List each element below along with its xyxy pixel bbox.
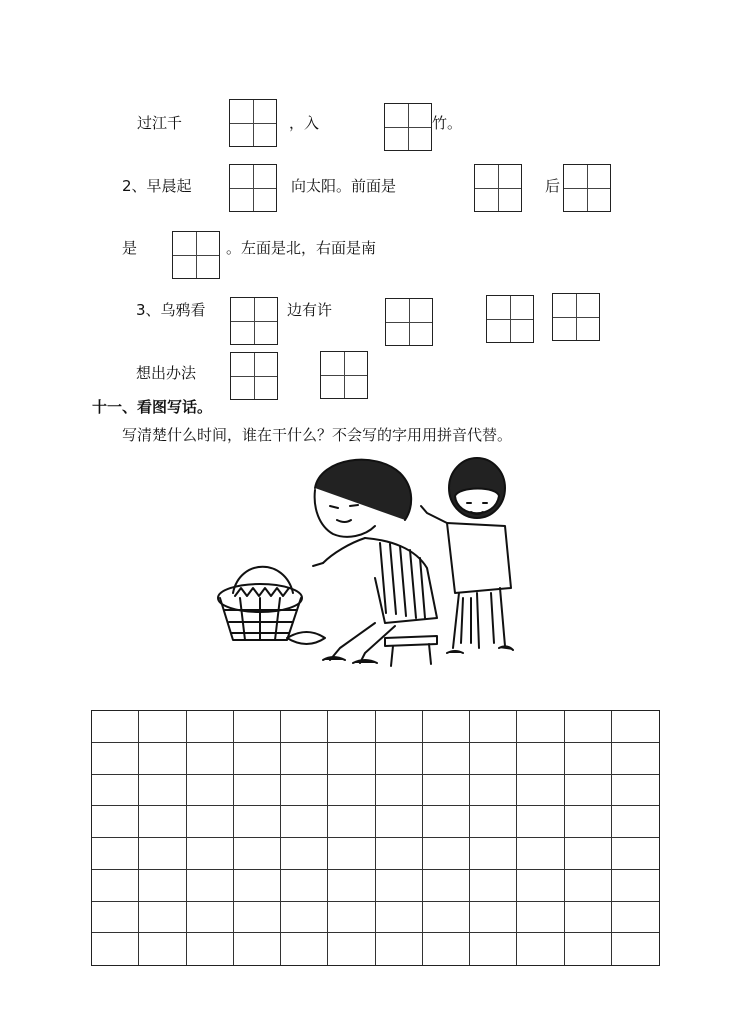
grid-cell[interactable] <box>92 902 139 934</box>
grid-cell[interactable] <box>139 902 186 934</box>
line1-text-b: ，入 <box>289 114 320 132</box>
grid-cell[interactable] <box>565 711 612 743</box>
grid-cell[interactable] <box>281 711 328 743</box>
grid-cell[interactable] <box>470 870 517 902</box>
writing-grid[interactable] <box>91 710 660 966</box>
grid-cell[interactable] <box>139 743 186 775</box>
grid-cell[interactable] <box>234 902 281 934</box>
grid-cell[interactable] <box>328 743 375 775</box>
line3-text-b: 左面是北，右面是南。 <box>226 239 377 257</box>
answer-box-5[interactable] <box>563 164 611 212</box>
grid-cell[interactable] <box>376 806 423 838</box>
grid-cell[interactable] <box>517 806 564 838</box>
line1-text-c: 竹。 <box>432 114 463 132</box>
line2-text-c: 后 <box>545 177 561 195</box>
grid-cell[interactable] <box>328 711 375 743</box>
grid-cell[interactable] <box>187 838 234 870</box>
grid-cell[interactable] <box>376 902 423 934</box>
grid-cell[interactable] <box>470 806 517 838</box>
grid-cell[interactable] <box>376 870 423 902</box>
grid-cell[interactable] <box>328 902 375 934</box>
illustration-child-combing-grandma-hair <box>215 448 515 676</box>
grid-cell[interactable] <box>187 870 234 902</box>
grid-cell[interactable] <box>612 902 659 934</box>
grid-cell[interactable] <box>328 838 375 870</box>
section-title: 十一、看图写话。 <box>92 398 213 416</box>
grid-cell[interactable] <box>423 806 470 838</box>
grid-cell[interactable] <box>612 743 659 775</box>
grid-cell[interactable] <box>187 743 234 775</box>
grid-cell[interactable] <box>92 933 139 965</box>
grid-cell[interactable] <box>281 870 328 902</box>
grid-cell[interactable] <box>565 743 612 775</box>
line4-text-a: 3、乌鸦看 <box>136 301 206 319</box>
grid-cell[interactable] <box>234 870 281 902</box>
grid-cell[interactable] <box>328 806 375 838</box>
grid-cell[interactable] <box>281 933 328 965</box>
answer-box-10[interactable] <box>552 293 600 341</box>
grid-cell[interactable] <box>565 870 612 902</box>
grid-cell[interactable] <box>281 743 328 775</box>
grid-cell[interactable] <box>376 775 423 807</box>
grid-cell[interactable] <box>612 806 659 838</box>
answer-box-6[interactable] <box>172 231 220 279</box>
answer-box-7[interactable] <box>230 297 278 345</box>
grid-cell[interactable] <box>470 711 517 743</box>
answer-box-1[interactable] <box>229 99 277 147</box>
instruction-text: 写清楚什么时间，谁在干什么？不会写的字用用拼音代替。 <box>122 426 513 444</box>
grid-cell[interactable] <box>187 933 234 965</box>
grid-cell[interactable] <box>376 933 423 965</box>
grid-cell[interactable] <box>517 870 564 902</box>
line3-text-a: 是 <box>122 239 138 257</box>
grid-cell[interactable] <box>517 743 564 775</box>
grid-cell[interactable] <box>423 775 470 807</box>
grid-cell[interactable] <box>517 775 564 807</box>
grid-cell[interactable] <box>187 806 234 838</box>
grid-cell[interactable] <box>517 933 564 965</box>
grid-cell[interactable] <box>234 933 281 965</box>
grid-cell[interactable] <box>423 743 470 775</box>
grid-cell[interactable] <box>281 902 328 934</box>
grid-cell[interactable] <box>612 933 659 965</box>
answer-box-12[interactable] <box>320 351 368 399</box>
line1-text-a: 过江千 <box>137 114 183 132</box>
grid-cell[interactable] <box>234 806 281 838</box>
grid-cell[interactable] <box>281 838 328 870</box>
grid-cell[interactable] <box>234 743 281 775</box>
grid-cell[interactable] <box>423 933 470 965</box>
grid-cell[interactable] <box>517 711 564 743</box>
grid-cell[interactable] <box>565 838 612 870</box>
grid-cell[interactable] <box>139 806 186 838</box>
grid-cell[interactable] <box>92 743 139 775</box>
grid-cell[interactable] <box>470 838 517 870</box>
grid-cell[interactable] <box>470 933 517 965</box>
answer-box-9[interactable] <box>486 295 534 343</box>
grid-cell[interactable] <box>92 806 139 838</box>
grid-cell[interactable] <box>234 775 281 807</box>
grid-cell[interactable] <box>612 711 659 743</box>
grid-cell[interactable] <box>565 775 612 807</box>
answer-box-11[interactable] <box>230 352 278 400</box>
grid-cell[interactable] <box>612 838 659 870</box>
grid-cell[interactable] <box>92 775 139 807</box>
line2-text-b: 向太阳。前面是 <box>291 177 397 195</box>
grid-cell[interactable] <box>565 806 612 838</box>
grid-cell[interactable] <box>139 870 186 902</box>
grid-cell[interactable] <box>376 711 423 743</box>
grid-cell[interactable] <box>376 743 423 775</box>
grid-cell[interactable] <box>565 902 612 934</box>
grid-cell[interactable] <box>423 870 470 902</box>
grid-cell[interactable] <box>376 838 423 870</box>
grid-cell[interactable] <box>139 933 186 965</box>
grid-cell[interactable] <box>139 775 186 807</box>
grid-cell[interactable] <box>470 902 517 934</box>
answer-box-3[interactable] <box>229 164 277 212</box>
grid-cell[interactable] <box>470 743 517 775</box>
answer-box-2[interactable] <box>384 103 432 151</box>
grid-cell[interactable] <box>517 902 564 934</box>
grid-cell[interactable] <box>328 933 375 965</box>
line2-text-a: 2、早晨起 <box>122 177 192 195</box>
grid-cell[interactable] <box>612 870 659 902</box>
grid-cell[interactable] <box>565 933 612 965</box>
grid-cell[interactable] <box>92 838 139 870</box>
grid-cell[interactable] <box>517 838 564 870</box>
grid-cell[interactable] <box>234 711 281 743</box>
grid-cell[interactable] <box>187 902 234 934</box>
grid-cell[interactable] <box>187 711 234 743</box>
grid-cell[interactable] <box>423 838 470 870</box>
line4-text-b: 边有许 <box>287 301 333 319</box>
grid-cell[interactable] <box>328 870 375 902</box>
grid-cell[interactable] <box>139 711 186 743</box>
grid-cell[interactable] <box>92 870 139 902</box>
grid-cell[interactable] <box>92 711 139 743</box>
grid-cell[interactable] <box>423 711 470 743</box>
grid-cell[interactable] <box>328 775 375 807</box>
grid-cell[interactable] <box>234 838 281 870</box>
line5-text-a: 想出办法 <box>136 364 197 382</box>
grid-cell[interactable] <box>139 838 186 870</box>
grid-cell[interactable] <box>281 806 328 838</box>
answer-box-8[interactable] <box>385 298 433 346</box>
answer-box-4[interactable] <box>474 164 522 212</box>
grid-cell[interactable] <box>612 775 659 807</box>
grid-cell[interactable] <box>281 775 328 807</box>
grid-cell[interactable] <box>423 902 470 934</box>
grid-cell[interactable] <box>470 775 517 807</box>
grid-cell[interactable] <box>187 775 234 807</box>
